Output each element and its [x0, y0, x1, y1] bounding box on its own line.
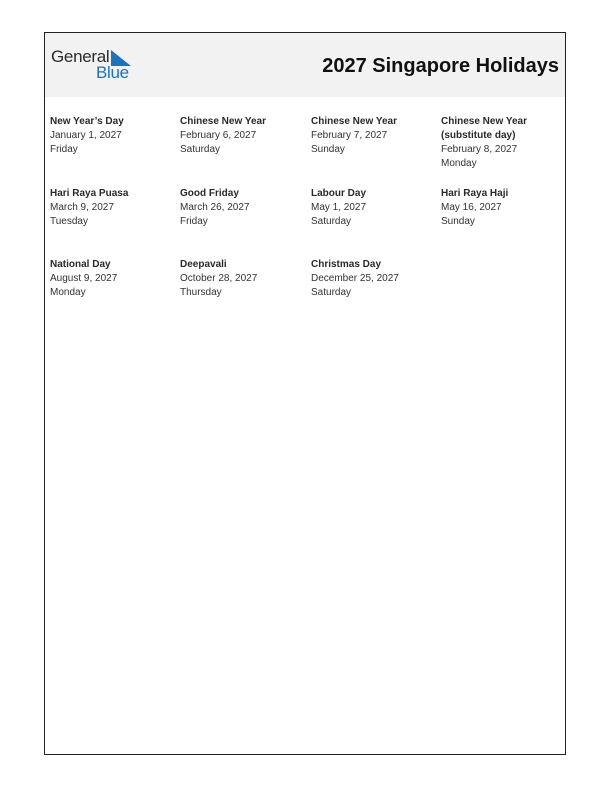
holiday-name: Labour Day — [311, 188, 367, 199]
holiday-weekday: Monday — [441, 158, 477, 169]
holiday-weekday: Sunday — [311, 144, 345, 155]
holiday-name: Chinese New Year — [180, 116, 266, 127]
logo-text-blue: Blue — [96, 63, 129, 82]
holiday-item — [311, 187, 436, 229]
holiday-name: Deepavali — [180, 259, 227, 270]
holiday-weekday: Saturday — [180, 144, 221, 155]
holiday-item — [180, 258, 305, 300]
holiday-name: National Day — [50, 259, 111, 270]
holiday-name: Christmas Day — [311, 259, 382, 270]
generalblue-logo — [51, 47, 141, 85]
holiday-item — [311, 258, 436, 300]
holiday-weekday: Friday — [180, 216, 208, 227]
holiday-date: May 1, 2027 — [311, 202, 367, 213]
holiday-name: New Year’s Day — [50, 116, 124, 127]
holiday-weekday: Thursday — [180, 287, 222, 298]
holiday-date: February 6, 2027 — [180, 130, 257, 141]
page-header — [45, 33, 565, 97]
holiday-weekday: Saturday — [311, 287, 352, 298]
holiday-weekday: Tuesday — [50, 216, 88, 227]
holiday-name: Chinese New Year — [311, 116, 397, 127]
holiday-date: March 26, 2027 — [180, 202, 250, 213]
holiday-date: January 1, 2027 — [50, 130, 122, 141]
holiday-weekday: Sunday — [441, 216, 475, 227]
holiday-date: August 9, 2027 — [50, 273, 118, 284]
holiday-item — [50, 258, 175, 300]
holiday-name: Hari Raya Haji — [441, 188, 509, 199]
calendar-page — [44, 32, 566, 755]
holiday-date: May 16, 2027 — [441, 202, 502, 213]
holiday-weekday: Monday — [50, 287, 86, 298]
holiday-name: Good Friday — [180, 188, 239, 199]
holiday-date: December 25, 2027 — [311, 273, 399, 284]
holiday-weekday: Saturday — [311, 216, 352, 227]
page-title: 2027 Singapore Holidays — [322, 55, 559, 77]
holiday-name: Hari Raya Puasa — [50, 188, 129, 199]
holiday-date: October 28, 2027 — [180, 273, 258, 284]
holiday-date: March 9, 2027 — [50, 202, 114, 213]
holiday-item — [441, 187, 566, 229]
holiday-weekday: Friday — [50, 144, 78, 155]
holiday-date: February 8, 2027 — [441, 144, 518, 155]
holiday-item — [50, 115, 175, 157]
holiday-item — [180, 115, 305, 157]
holiday-item — [311, 115, 436, 157]
logo-text-general: General — [51, 47, 110, 66]
holiday-date: February 7, 2027 — [311, 130, 388, 141]
holiday-name: Chinese New Year (substitute day) — [441, 116, 527, 141]
holiday-item — [180, 187, 305, 229]
holiday-item — [441, 115, 541, 171]
holiday-item — [50, 187, 175, 229]
